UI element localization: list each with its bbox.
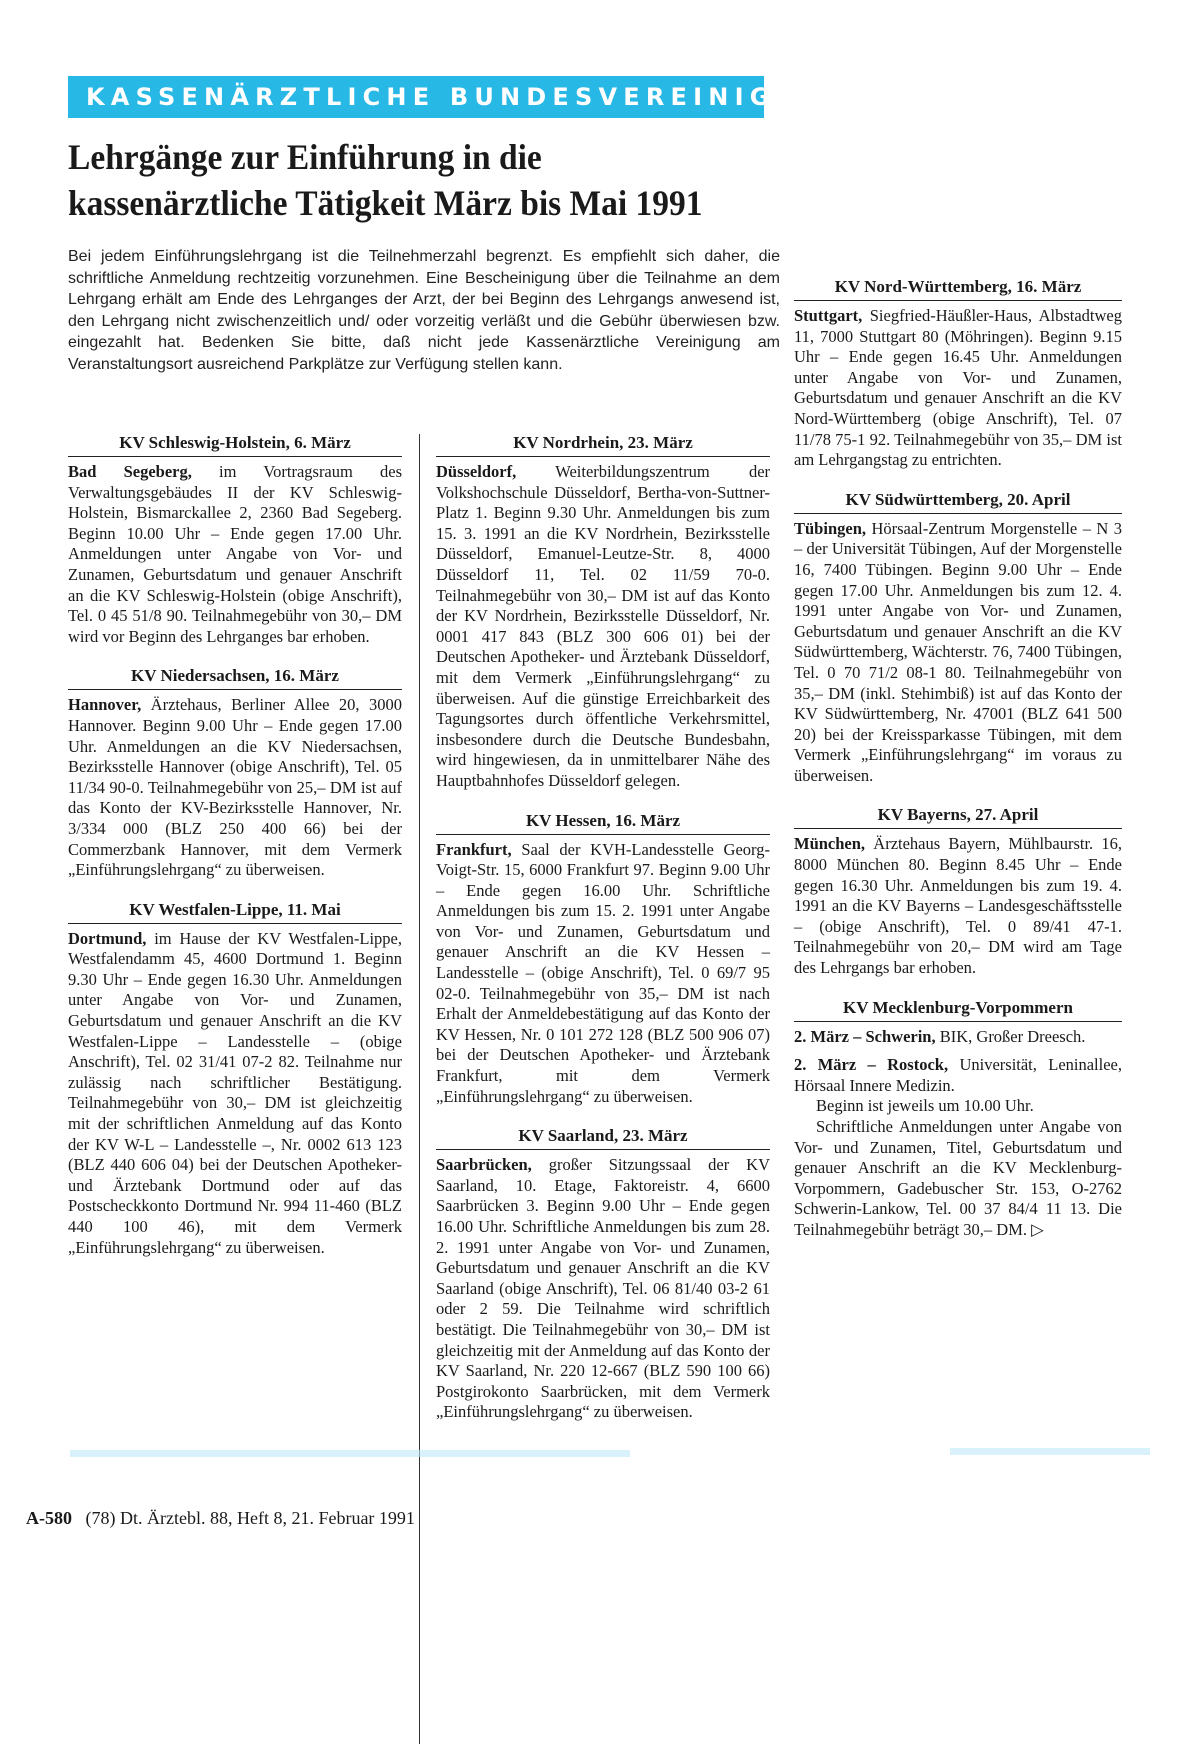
section-place: Hannover,	[68, 695, 142, 715]
page-footer	[26, 1508, 626, 1529]
event-rostock	[794, 1055, 1122, 1096]
section-text: Hörsaal-Zentrum Morgenstelle – N 3 – der Universität Tübingen, Auf der Morgenstelle 16, 7400 Tübingen. Beginn 9.00 Uhr – Ende gegen 17.00 Uhr. Anmeldungen bis zum 12. 4. 1991 unter Angabe von Vor- und Zunamen, Geburtsdatum und genauer Anschrift an die KV Südwürttemberg, Wächterstr. 76, 7400 Tübingen, Tel. 0 70 71/2 08-1 80. Teilnahmegebühr von 35,– DM (inkl. Stehimbiß) ist auf das Konto der KV Südwürttemberg, Nr. 47001 (BLZ 641 500 20) bei der Kreissparkasse Tübingen, mit dem Vermerk „Einführungslehrgang“ im voraus zu überweisen.	[794, 518, 1122, 785]
section-westfalen-lippe	[68, 899, 402, 1259]
banner-label: KASSENÄRZTLICHE BUNDESVEREINIGUNG	[86, 83, 854, 111]
title-line-2: kassenärztliche Tätigkeit März bis Mai 1991	[68, 183, 703, 223]
section-heading: KV Hessen, 16. März	[436, 810, 770, 835]
column-left	[68, 432, 402, 1276]
event-date-place: 2. März – Rostock,	[794, 1055, 949, 1075]
section-heading: KV Nord-Württemberg, 16. März	[794, 276, 1122, 301]
section-body	[68, 929, 402, 1259]
section-body	[68, 462, 402, 647]
section-heading: KV Niedersachsen, 16. März	[68, 665, 402, 690]
section-suedwuerttemberg	[794, 489, 1122, 787]
section-heading: KV Westfalen-Lippe, 11. Mai	[68, 899, 402, 924]
event-text: Universität, Leninallee, Hörsaal Innere Medizin.	[794, 1055, 1122, 1095]
section-bayerns	[794, 804, 1122, 978]
section-heading: KV Nordrhein, 23. März	[436, 432, 770, 457]
section-place: München,	[794, 834, 866, 854]
section-place: Stuttgart,	[794, 306, 863, 325]
column-middle	[436, 432, 770, 1441]
section-saarland	[436, 1125, 770, 1423]
section-text: Saal der KVH-Landesstelle Georg-Voigt-Str. 15, 6000 Frankfurt 97. Beginn 9.00 Uhr – Ende gegen 16.00 Uhr. Schriftliche Anmeldungen bis zum 15. 2. 1991 unter Angabe von Vor- und Zunamen, Geburtsdatum und genauer Anschrift an die KV Hessen – Landesstelle – (obige Anschrift), Tel. 0 69/7 95 02-0. Teilnahmegebühr von 35,– DM ist nach Erhalt der Anmeldebestätigung auf das Konto der KV Hessen, Nr. 0 101 272 128 (BLZ 500 906 07) bei der Deutschen Apotheker- und Ärztebank Frankfurt, mit dem Vermerk „Einführungslehrgang“ zu überweisen.	[436, 839, 770, 1106]
section-text: Ärztehaus, Berliner Allee 20, 3000 Hannover. Beginn 9.00 Uhr – Ende gegen 17.00 Uhr. Anmeldungen an die KV Niedersachsen, Bezirksstelle Hannover (obige Anschrift), Tel. 05 11/34 90-0. Teilnahmegebühr von 25,– DM ist auf das Konto der KV-Bezirksstelle Hannover, Nr. 3/334 000 (BLZ 250 400 66) bei der Commerzbank Hannover, mit dem Vermerk „Einführungslehrgang“ zu überweisen.	[68, 695, 402, 880]
section-heading: KV Saarland, 23. März	[436, 1125, 770, 1150]
section-mecklenburg-vorpommern	[794, 997, 1122, 1241]
section-body	[68, 695, 402, 880]
title-line-1: Lehrgänge zur Einführung in die	[68, 137, 542, 177]
section-text: Weiterbildungszentrum der Volkshochschule Düsseldorf, Bertha-von-Suttner-Platz 1. Beginn 9.30 Uhr. Anmeldungen bis zum 15. 3. 1991 an die KV Nordrhein, Bezirksstelle Düsseldorf, Emanuel-Leutze-Str. 8, 4000 Düsseldorf 11, Tel. 02 11/59 70-0. Teilnahmegebühr von 30,– DM ist auf das Konto der KV Nordrhein, Bezirksstelle Düsseldorf, Nr. 0001 417 843 (BLZ 300 606 01) bei der Deutschen Apotheker- und Ärztebank Düsseldorf, mit dem Vermerk „Einführungslehrgang“ zu überweisen. Auf die günstige Erreichbarkeit des Tagungsortes durch öffentliche Verkehrsmittel, insbesondere durch die Deutsche Bundesbahn, wird hingewiesen, da in unmittelbarer Nähe des Hauptbahnhofes Düsseldorf gelegen.	[436, 462, 771, 790]
section-heading: KV Schleswig-Holstein, 6. März	[68, 432, 402, 457]
page-number: A-580	[26, 1508, 72, 1528]
column-right	[794, 76, 1122, 1259]
publication-info: (78) Dt. Ärztebl. 88, Heft 8, 21. Februar 1991	[85, 1508, 415, 1528]
section-heading: KV Bayerns, 27. April	[794, 804, 1122, 829]
section-text: großer Sitzungssaal der KV Saarland, 10. Etage, Faktoreistr. 4, 6600 Saarbrücken 3. Beginn 9.00 Uhr – Ende gegen 16.00 Uhr. Schriftliche Anmeldungen bis zum 28. 2. 1991 unter Angabe von Vor- und Zunamen, Geburtsdatum und genauer Anschrift an die KV Saarland (obige Anschrift), Tel. 06 81/40 03-2 61 oder 2 59. Die Teilnahme wird schriftlich bestätigt. Die Teilnahmegebühr von 30,– DM ist gleichzeitig mit der Anmeldung auf das Konto der KV Saarland, Nr. 220 12-667 (BLZ 590 100 66) Postgirokonto Saarbrücken, mit dem Vermerk „Einführungslehrgang“ zu überweisen.	[436, 1155, 770, 1422]
section-place: Düsseldorf,	[436, 462, 517, 481]
continue-arrow-icon: ▷	[1031, 1219, 1044, 1239]
event-schwerin	[794, 1027, 1122, 1048]
section-place: Bad Segeberg,	[68, 462, 192, 481]
section-body	[436, 462, 770, 792]
section-body	[794, 519, 1122, 787]
section-place: Tübingen,	[794, 518, 866, 538]
section-hessen	[436, 810, 770, 1108]
section-text: Schriftliche Anmeldungen unter Angabe von Vor- und Zunamen, Titel, Geburtsdatum und genauer Anschrift an die KV Mecklenburg-Vorpommern, Gadebuscher Str. 153, O-2762 Schwerin-Lankow, Tel. 00 37 84/4 11 13. Die Teilnahmegebühr beträgt 30,– DM.	[794, 1117, 1122, 1239]
section-body	[436, 1155, 770, 1423]
column-divider	[419, 434, 420, 1744]
start-note: Beginn ist jeweils um 10.00 Uhr.	[816, 1096, 1034, 1116]
event-date-place: 2. März – Schwerin,	[794, 1026, 936, 1046]
section-niedersachsen	[68, 665, 402, 880]
section-nordrhein	[436, 432, 770, 792]
section-body	[436, 840, 770, 1108]
section-place: Saarbrücken,	[436, 1155, 532, 1175]
section-schleswig-holstein	[68, 432, 402, 647]
section-body	[794, 1117, 1122, 1241]
section-body	[794, 306, 1122, 471]
section-heading: KV Mecklenburg-Vorpommern	[794, 997, 1122, 1022]
section-text: im Vortragsraum des Verwaltungsgebäudes II der KV Schleswig-Holstein, Bismarckallee 2, 2360 Bad Segeberg. Beginn 10.00 Uhr – Ende gegen 17.00 Uhr. Anmeldungen unter Angabe von Vor- und Zunamen, Geburtsdatum und genauer Anschrift an die KV Schleswig-Holstein (obige Anschrift), Tel. 0 45 51/8 90. Teilnahmegebühr von 30,– DM wird vor Beginn des Lehrganges bar erhoben.	[68, 462, 402, 646]
intro-paragraph: Bei jedem Einführungslehrgang ist die Teilnehmerzahl begrenzt. Es empfiehlt sich daher, die schriftliche Anmeldung rechtzeitig vorzunehmen. Eine Bescheinigung über die Teilnahme an dem Lehrgang erhält am Ende des Lehrganges der Arzt, der bei Beginn des Lehrgangs anwesend ist, den Lehrgang nicht zwischenzeitlich und/ oder vorzeitig verläßt und die Gebühr überwiesen bzw. eingezahlt hat. Bedenken Sie bitte, daß nicht jede Kassenärztliche Vereinigung am Veranstaltungsort ausreichend Parkplätze zur Verfügung stellen kann.	[68, 248, 780, 373]
event-text: BIK, Großer Dreesch.	[939, 1026, 1086, 1046]
page-title	[68, 134, 719, 226]
scan-streak	[70, 1450, 630, 1457]
section-text: Ärztehaus Bayern, Mühlbaurstr. 16, 8000 München 80. Beginn 8.45 Uhr – Ende gegen 16.30 Uhr. Anmeldungen bis zum 19. 4. 1991 an die KV Bayerns – Landesgeschäftsstelle – (obige Anschrift), Tel. 0 89/41 47-1. Teilnahmegebühr von 20,– DM wird am Tage des Lehrgangs bar erhoben.	[794, 834, 1122, 978]
section-place: Frankfurt,	[436, 839, 512, 859]
section-heading: KV Südwürttemberg, 20. April	[794, 489, 1122, 514]
section-body	[794, 834, 1122, 978]
section-text: Siegfried-Häußler-Haus, Albstadtweg 11, 7000 Stuttgart 80 (Möhringen). Beginn 9.15 Uhr – Ende gegen 16.45 Uhr. Anmeldungen unter Angabe von Vor- und Zunamen, Geburtsdatum und genauer Anschrift an die KV Nord-Württemberg (obige Anschrift), Tel. 07 11/78 75-1 92. Teilnahmegebühr von 35,– DM ist am Lehrgangstag zu entrichten.	[794, 306, 1122, 470]
section-banner	[68, 76, 854, 118]
section-nord-wuerttemberg	[794, 276, 1122, 471]
section-place: Dortmund,	[68, 928, 147, 948]
scan-streak	[950, 1448, 1150, 1455]
section-text: im Hause der KV Westfalen-Lippe, Westfalendamm 45, 4600 Dortmund 1. Beginn 9.30 Uhr – Ende gegen 16.30 Uhr. Anmeldungen unter Angabe von Vor- und Zunamen, Geburtsdatum und genauer Anschrift an die KV Westfalen-Lippe – Landesstelle – (obige Anschrift), Tel. 02 31/41 07-2 82. Teilnahme nur zulässig nach schriftlicher Bestätigung. Teilnahmegebühr von 30,– DM ist gleichzeitig mit der schriftlichen Anmeldung auf das Konto der KV W-L – Landesstelle –, Nr. 0002 613 123 (BLZ 440 606 04) bei der Deutschen Apotheker- und Ärztebank Dortmund oder auf das Postscheckkonto Dortmund Nr. 994 11-460 (BLZ 440 100 46), mit dem Vermerk „Einführungslehrgang“ zu überweisen.	[68, 928, 402, 1257]
